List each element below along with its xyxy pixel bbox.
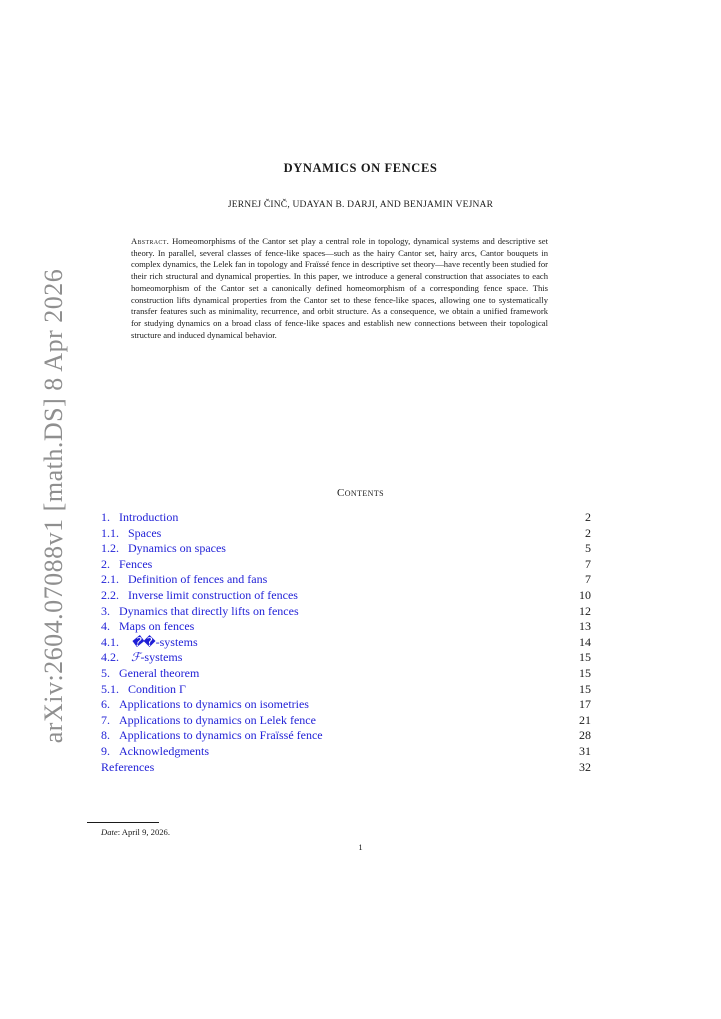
toc-entry-title[interactable]: References [101,759,155,774]
toc-entry-number[interactable]: 4. [101,619,110,634]
toc-entry-title[interactable]: Dynamics on spaces [128,541,226,556]
toc-entry-page: 32 [579,759,591,774]
toc-entry-title[interactable]: Introduction [119,510,179,524]
toc-entry-page: 7 [585,556,591,571]
toc-entry[interactable] [101,526,591,542]
arxiv-identifier-stamp: arXiv:2604.07088v1 [math.DS] 8 Apr 2026 [39,268,68,744]
toc-entry[interactable] [101,728,591,744]
footnote-text: : April 9, 2026. [117,827,170,837]
toc-entry-title[interactable]: 𝒞-systems [131,634,198,649]
toc-entry[interactable] [101,650,591,666]
toc-entry-title[interactable]: Dynamics that directly lifts on fences [119,603,299,618]
toc-entry-number[interactable]: 4.2. [101,650,119,665]
toc-entry-page: 31 [579,743,591,758]
toc-entry[interactable] [101,635,591,651]
toc-entry-number[interactable]: 4.1. [101,634,119,649]
toc-entry-gap [119,526,128,542]
toc-entry-gap [110,604,119,620]
toc-entry-title[interactable]: Applications to dynamics on Fraïssé fence [119,728,323,743]
toc-entry[interactable] [101,682,591,698]
toc-entry-page: 12 [579,603,591,618]
toc-entry-gap [110,666,119,682]
toc-entry-gap [110,510,119,526]
toc-entry[interactable] [101,760,591,776]
toc-entry-gap [119,588,128,604]
toc-entry[interactable] [101,697,591,713]
toc-entry-number[interactable]: 1. [101,510,110,524]
toc-entry-number[interactable]: 5. [101,665,110,680]
toc-entry-page: 13 [579,619,591,634]
toc-entry-page: 15 [579,650,591,665]
toc-entry-number[interactable]: 6. [101,697,110,712]
toc-entry[interactable] [101,713,591,729]
abstract [131,236,548,341]
toc-entry-page: 17 [579,697,591,712]
toc-entry[interactable] [101,744,591,760]
toc-entry-title[interactable]: ℱ-systems [131,650,183,665]
toc-entry-page: 2 [585,525,591,540]
toc-entry-page: 7 [585,572,591,587]
toc-entry[interactable] [101,557,591,573]
toc-entry-title[interactable]: Applications to dynamics on isometries [119,697,309,712]
toc-entry-number[interactable]: 1.2. [101,541,119,556]
toc-entry-title[interactable]: Maps on fences [119,619,195,634]
paper-authors: JERNEJ ČINČ, UDAYAN B. DARJI, AND BENJAMIN VEJNAR [227,200,494,210]
toc-entry-gap [110,557,119,573]
page-number: 1 [358,842,363,852]
toc-entry-number[interactable]: 2.2. [101,587,119,602]
toc-entry-page: 15 [579,681,591,696]
toc-entry[interactable] [101,588,591,604]
toc-entry-page: 28 [579,728,591,743]
footnote-rule [87,822,159,823]
toc-entry[interactable] [101,666,591,682]
toc-entry-number[interactable]: 9. [101,743,110,758]
toc-entry-gap [119,572,128,588]
table-of-contents [101,510,591,775]
date-footnote [101,827,170,837]
toc-entry-title[interactable]: General theorem [119,665,200,680]
toc-entry-title[interactable]: Condition Γ [128,681,186,696]
toc-entry-gap [110,744,119,760]
toc-entry-gap [119,541,128,557]
toc-entry[interactable] [101,604,591,620]
toc-entry-gap [110,728,119,744]
toc-entry-gap [119,682,128,698]
toc-entry-title[interactable]: Fences [119,556,153,571]
toc-entry-title[interactable]: Inverse limit construction of fences [128,587,298,602]
toc-entry[interactable] [101,510,591,526]
toc-entry-number[interactable]: 2.1. [101,572,119,587]
toc-entry-page: 10 [579,587,591,602]
toc-entry-page: 14 [579,634,591,649]
toc-entry-gap [119,650,131,666]
toc-entry[interactable] [101,619,591,635]
toc-entry-number[interactable]: 8. [101,728,110,743]
toc-entry-number[interactable]: 7. [101,712,110,727]
toc-entry-title[interactable]: Spaces [128,525,162,540]
toc-entry-page: 15 [579,665,591,680]
toc-entry-gap [110,619,119,635]
toc-entry-title[interactable]: Applications to dynamics on Lelek fence [119,712,316,727]
toc-entry[interactable] [101,541,591,557]
toc-entry-number[interactable]: 5.1. [101,681,119,696]
toc-entry-gap [110,713,119,729]
toc-entry-title[interactable]: Definition of fences and fans [128,572,268,587]
footnote-label: Date [101,827,118,837]
toc-entry-gap [119,635,131,651]
toc-entry-page: 21 [579,712,591,727]
toc-entry-title[interactable]: Acknowledgments [119,743,209,758]
abstract-label: Abstract. [131,236,170,246]
toc-entry[interactable] [101,572,591,588]
toc-entry-page: 5 [585,541,591,556]
toc-entry-gap [110,697,119,713]
abstract-text: Homeomorphisms of the Cantor set play a central role in topology, dynamical systems and descriptive set theory. In parallel, several classes of fence-like spaces—such as the hairy Cantor set, hairy arcs, Cantor bouquets in complex dynamics, the Lelek fan in topology and Fraïssé fence in descriptive set theory—have recently been studied for their rich structural and dynamical properties. In this paper, we introduce a general construction that associates to each homeomorphism of the Cantor set a canonically defined homeomorphism of a corresponding fence space. This construction lifts dynamical properties from the Cantor set to these fence-like spaces, allowing one to systematically transfer features such as minimality, recurrence, and orbit structure. As a consequence, we obtain a unified framework for studying dynamics on a broad class of fence-like spaces and establish new connections between their topological structure and induced dynamical behavior. [131,236,548,340]
toc-entry-number[interactable]: 2. [101,556,110,571]
paper-title: DYNAMICS ON FENCES [283,161,438,175]
contents-heading: Contents [337,487,384,499]
toc-entry-number[interactable]: 1.1. [101,525,119,540]
toc-entry-page: 2 [585,510,591,524]
toc-entry-number[interactable]: 3. [101,603,110,618]
